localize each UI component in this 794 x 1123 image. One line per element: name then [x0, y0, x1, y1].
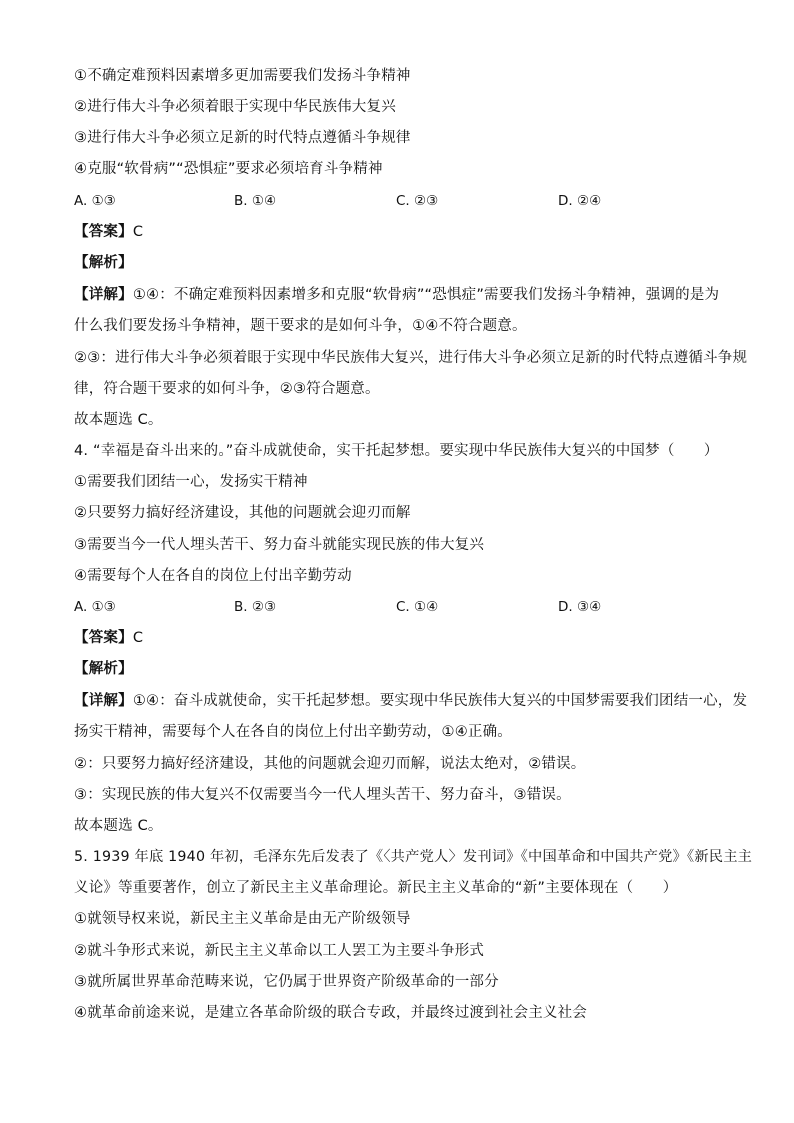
q4-detail-line-2: 扬实干精神，需要每个人在各自的岗位上付出辛勤劳动，①④正确。: [74, 724, 512, 740]
q3-option-d: D. ②④: [558, 193, 602, 209]
q3-item-4: ④克服“软骨病”“恐惧症”要求必须培育斗争精神: [74, 161, 383, 177]
q4-item-1: ①需要我们团结一心，发扬实干精神: [74, 474, 308, 490]
answer-value: C: [132, 224, 144, 240]
q4-item-3: ③需要当今一代人埋头苦干、努力奋斗就能实现民族的伟大复兴: [74, 537, 485, 553]
q4-analysis-heading: [74, 659, 133, 679]
analysis-tag: 【解析】: [74, 661, 133, 677]
q4-detail-line-4: ③：实现民族的伟大复兴不仅需要当今一代人埋头苦干、努力奋斗，③错误。: [74, 787, 571, 803]
q3-answer: [74, 222, 143, 242]
q4-stem: 4. “幸福是奋斗出来的。”奋斗成就使命，实干托起梦想。要实现中华民族伟大复兴的中国梦（ ）: [74, 443, 719, 459]
q3-item-3: ③进行伟大斗争必须立足新的时代特点遵循斗争规律: [74, 130, 411, 146]
q3-detail-line-2: 什么我们要发扬斗争精神，题干要求的是如何斗争，①④不符合题意。: [74, 318, 527, 334]
answer-tag: 【答案】: [74, 630, 133, 646]
q5-item-2: ②就斗争形式来说，新民主主义革命以工人罢工为主要斗争形式: [74, 943, 485, 959]
answer-value: C: [132, 630, 144, 646]
q5-item-4: ④就革命前途来说，是建立各革命阶级的联合专政，并最终过渡到社会主义社会: [74, 1005, 587, 1021]
q4-item-2: ②只要努力搞好经济建设，其他的问题就会迎刃而解: [74, 505, 411, 521]
q3-option-b: B. ①④: [234, 193, 277, 209]
detail-tag: 【详解】: [74, 693, 133, 709]
q4-item-4: ④需要每个人在各自的岗位上付出辛勤劳动: [74, 568, 352, 584]
detail-text: ①④：不确定难预料因素增多和克服“软骨病”“恐惧症”需要我们发扬斗争精神，强调的是为: [132, 287, 720, 303]
q3-options: [74, 191, 754, 211]
q4-answer: [74, 628, 143, 648]
analysis-tag: 【解析】: [74, 255, 133, 271]
q5-item-1: ①就领导权来说，新民主主义革命是由无产阶级领导: [74, 911, 411, 927]
q3-item-2: ②进行伟大斗争必须着眼于实现中华民族伟大复兴: [74, 99, 396, 115]
q3-conclusion: 故本题选 C。: [74, 412, 163, 428]
q4-conclusion: 故本题选 C。: [74, 818, 163, 834]
detail-tag: 【详解】: [74, 287, 133, 303]
q4-option-b: B. ②③: [234, 599, 277, 615]
q5-stem-line-2: 义论》等重要著作，创立了新民主主义革命理论。新民主主义革命的“新”主要体现在（ ）: [74, 880, 678, 896]
q3-detail-line-4: 律，符合题干要求的如何斗争，②③符合题意。: [74, 381, 380, 397]
q3-option-a: A. ①③: [74, 193, 116, 209]
q3-option-c: C. ②③: [396, 193, 439, 209]
detail-text: ①④：奋斗成就使命，实干托起梦想。要实现中华民族伟大复兴的中国梦需要我们团结一心，发: [132, 693, 748, 709]
q5-stem-line-1: 5. 1939 年底 1940 年初，毛泽东先后发表了《〈共产党人〉发刊词》《中国革命和中国共产党》《新民主主: [74, 849, 753, 865]
q3-analysis-heading: [74, 253, 133, 273]
q4-detail-line-3: ②：只要努力搞好经济建设，其他的问题就会迎刃而解，说法太绝对，②错误。: [74, 756, 586, 772]
q4-option-a: A. ①③: [74, 599, 116, 615]
q4-options: [74, 597, 754, 617]
q4-option-d: D. ③④: [558, 599, 602, 615]
answer-tag: 【答案】: [74, 224, 133, 240]
q4-detail-line-1: [74, 691, 747, 711]
q5-item-3: ③就所属世界革命范畴来说，它仍属于世界资产阶级革命的一部分: [74, 974, 499, 990]
q3-detail-line-3: ②③：进行伟大斗争必须着眼于实现中华民族伟大复兴，进行伟大斗争必须立足新的时代特点遵循斗争规: [74, 350, 748, 366]
q3-item-1: ①不确定难预料因素增多更加需要我们发扬斗争精神: [74, 68, 411, 84]
q3-detail-line-1: [74, 285, 719, 305]
q4-option-c: C. ①④: [396, 599, 439, 615]
